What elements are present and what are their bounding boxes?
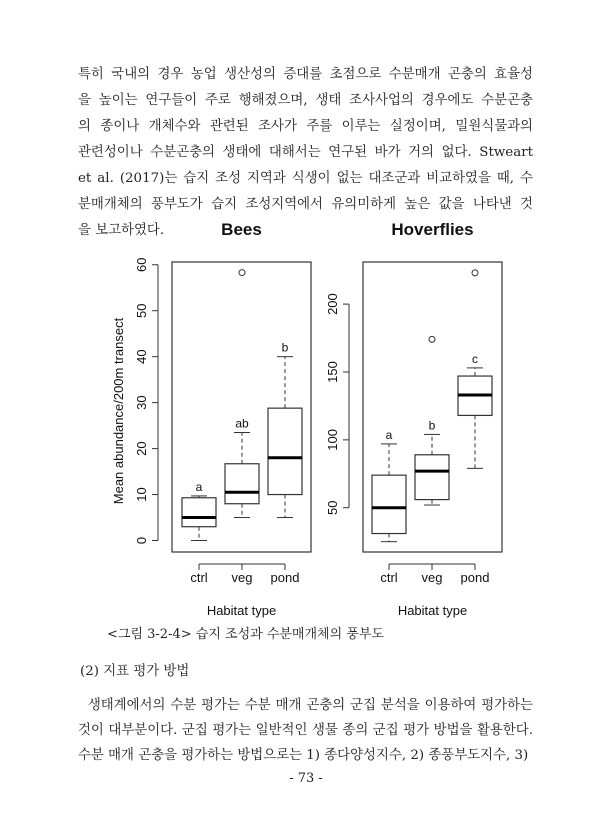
y-tick-label: 100 [325, 429, 340, 451]
y-tick-label: 30 [134, 395, 149, 410]
x-tick-label: ctrl [380, 570, 398, 585]
text-line: et al. (2017)는 습지 조성 지역과 식생이 없는 대조군과 비교하였을 때, 수 [78, 171, 533, 186]
significance-letter: b [428, 418, 436, 433]
text-line: 의 종이나 개체수와 관련된 조사가 주를 이루는 실정이며, 밀원식물과의 [78, 119, 533, 134]
iqr-box [415, 455, 449, 500]
text-line: 을 보고하였다. [78, 223, 165, 238]
significance-letter: c [472, 351, 478, 366]
box-ctrl [372, 444, 406, 542]
section-heading: (2) 지표 평가 방법 [80, 664, 190, 679]
x-axis-label: Habitat type [397, 603, 468, 618]
x-tick-label: ctrl [190, 570, 208, 585]
page-number: - 73 - [289, 771, 323, 786]
x-tick-label: pond [460, 570, 490, 585]
significance-letter: a [385, 427, 393, 442]
significance-letter: b [281, 340, 289, 355]
iqr-box [225, 464, 259, 504]
text-line: 특히 국내의 경우 농업 생산성의 증대를 초점으로 수분매개 곤충의 효율성 [78, 67, 533, 82]
iqr-box [372, 475, 406, 533]
text-line: 을 높이는 연구들이 주로 행해졌으며, 생태 조사사업의 경우에도 수분곤충 [78, 93, 533, 108]
significance-letter: ab [235, 416, 249, 431]
text-line: 분매개체의 풍부도가 습지 조성지역에서 유의미하게 높은 값을 나타낸 것 [78, 197, 533, 212]
chart-title: Bees [221, 220, 262, 239]
box-pond [268, 357, 302, 518]
iqr-box [182, 498, 216, 527]
x-tick-label: veg [421, 570, 443, 585]
box-veg [225, 270, 259, 518]
outlier-point [472, 270, 478, 276]
y-tick-label: 150 [325, 361, 340, 383]
x-tick-label: veg [231, 570, 253, 585]
text-line: 생태계에서의 수분 평가는 수분 매개 곤충의 군집 분석을 이용하여 평가하는 [78, 698, 533, 713]
y-tick-label: 0 [134, 536, 149, 545]
y-tick-label: 50 [325, 500, 340, 515]
significance-letter: a [195, 479, 203, 494]
y-tick-label: 200 [325, 293, 340, 315]
x-axis-label: Habitat type [206, 603, 277, 618]
text-line: 관련성이나 수분곤충의 생태에 대해서는 연구된 바가 거의 없다. Stweart [78, 145, 533, 160]
y-tick-label: 10 [134, 487, 149, 502]
y-tick-label: 60 [134, 257, 149, 272]
y-tick-label: 50 [134, 303, 149, 318]
chart-title: Hoverflies [391, 220, 474, 239]
y-tick-label: 20 [134, 441, 149, 456]
figure-caption: <그림 3-2-4> 습지 조성과 수분매개체의 풍부도 [107, 627, 384, 642]
text-line: 것이 대부분이다. 군집 평가는 일반적인 생물 종의 군집 평가 방법을 활용한다. [78, 723, 533, 738]
box-pond [458, 270, 492, 469]
box-ctrl [182, 496, 216, 541]
y-tick-label: 40 [134, 349, 149, 364]
x-tick-label: pond [270, 570, 300, 585]
outlier-point [429, 336, 435, 342]
text-line: 수분 매개 곤충을 평가하는 방법으로는 1) 종다양성지수, 2) 종풍부도지수, 3) [78, 748, 529, 763]
iqr-box [268, 408, 302, 494]
outlier-point [239, 270, 245, 276]
y-axis-label: Mean abundance/200m transect [111, 317, 126, 505]
